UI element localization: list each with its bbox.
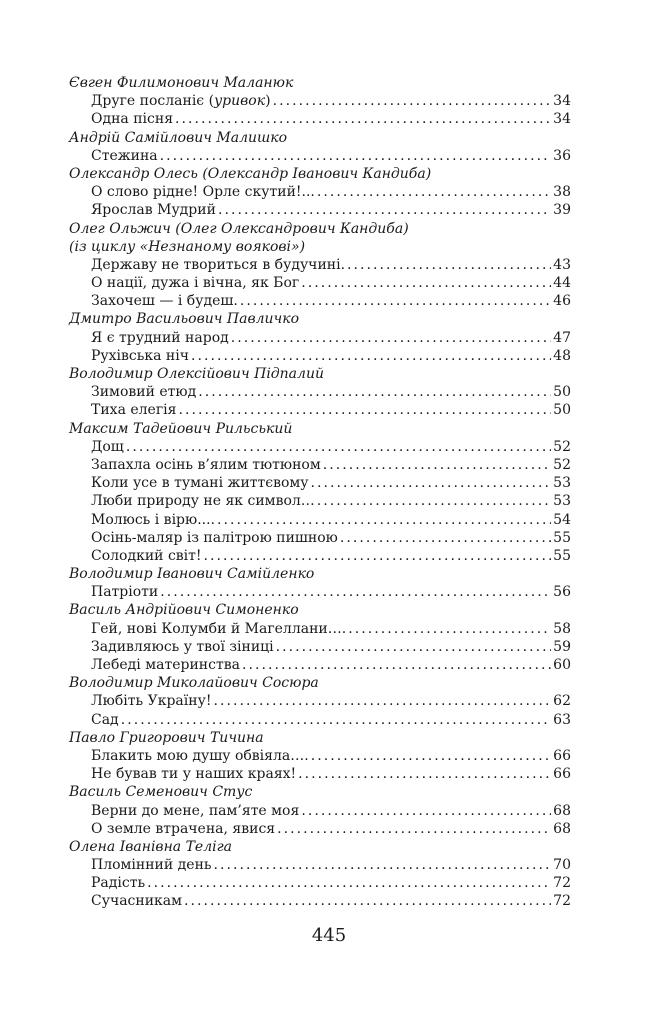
toc-entry[interactable] (69, 474, 571, 492)
entry-title-text: Верни до мене, пам’яте моя (91, 802, 300, 819)
entry-title-text: О нації, дужа і вічна, як Бог (91, 275, 300, 292)
entry-page-number: 70 (553, 857, 571, 874)
dot-leader (231, 329, 551, 347)
entry-title-text: Пломінний день (91, 857, 212, 874)
entry-title (91, 474, 309, 492)
entry-page-number: 72 (553, 875, 571, 892)
entry-page-number: 54 (553, 511, 571, 528)
dot-leader (242, 656, 551, 674)
toc-entry[interactable] (69, 511, 571, 529)
entry-title (91, 438, 124, 456)
entry-title (91, 711, 119, 729)
entry-title (91, 329, 229, 347)
dot-leader (348, 620, 551, 638)
dot-leader (276, 638, 552, 656)
entry-title-text: Я є трудний народ (91, 329, 229, 346)
entry-page-number: 43 (553, 256, 571, 273)
dot-leader (204, 547, 552, 565)
dot-leader (311, 474, 552, 492)
author-name: Андрій Самійлович Малишко (69, 129, 288, 146)
dot-leader (178, 401, 551, 419)
entry-page-number: 59 (553, 638, 571, 655)
entry-page-number: 53 (553, 493, 571, 510)
dot-leader (277, 820, 551, 838)
dot-leader (301, 802, 551, 820)
dot-leader (121, 711, 551, 729)
entry-title (91, 383, 196, 401)
toc-entry[interactable] (69, 383, 571, 401)
author-name: Володимир Олексійович Підпалий (69, 366, 324, 382)
toc-entry[interactable] (69, 638, 571, 656)
entry-title (91, 456, 321, 474)
entry-title (91, 892, 182, 910)
entry-title-text: Молюсь і вірю.... (91, 511, 215, 528)
author-name: Олександр Олесь (Олександр Іванович Кандиба) (69, 165, 432, 182)
entry-title-text: Ярослав Мудрий (91, 202, 216, 219)
entry-title-text: Задивляюсь у твої зіниці (91, 638, 274, 655)
entry-page-number: 68 (553, 820, 571, 837)
dot-leader (160, 147, 552, 165)
entry-title (91, 492, 315, 510)
entry-page-number: 50 (553, 402, 571, 419)
entry-title-text: Одна пісня (91, 111, 174, 128)
author-name: Василь Семенович Стус (69, 784, 253, 801)
toc-entry[interactable] (69, 892, 571, 910)
entry-title-text: Коли усе в тумані життєвому (91, 475, 309, 492)
entry-title (91, 638, 274, 656)
dot-leader (191, 347, 551, 365)
entry-title-text: Не бував ти у наших краях! (91, 766, 297, 783)
dot-leader (198, 383, 551, 401)
toc-entry[interactable] (69, 711, 571, 729)
toc-entry[interactable] (69, 529, 571, 547)
entry-title (91, 874, 145, 892)
dot-leader (298, 765, 551, 783)
entry-title (91, 529, 338, 547)
toc-entry[interactable] (69, 292, 571, 310)
entry-page-number: 34 (553, 111, 571, 128)
toc-entry[interactable] (69, 747, 571, 765)
entry-page-number: 63 (553, 711, 571, 728)
entry-page-number: 56 (553, 584, 571, 601)
entry-title (91, 274, 299, 292)
toc-entry[interactable] (69, 183, 571, 201)
entry-page-number: 48 (553, 347, 571, 364)
entry-title (91, 292, 238, 310)
toc-entry[interactable] (69, 347, 571, 365)
entry-page-number: 60 (553, 657, 571, 673)
author-name: Олег Ольжич (Олег Олександрович Кандиба) (69, 220, 409, 237)
entry-title-text: Зимовий етюд (91, 384, 197, 401)
entry-title-text: Державу не твориться в будучині. (91, 256, 346, 273)
entry-title-text: Тиха елегія (91, 402, 177, 419)
entry-title (91, 511, 215, 529)
page-number: 445 (311, 925, 347, 946)
entry-title-text: Осінь-маляр із палітрою пишною (91, 529, 338, 546)
entry-title (91, 92, 271, 110)
entry-title (91, 820, 275, 838)
toc-entry[interactable] (69, 110, 571, 128)
entry-title (91, 656, 240, 674)
toc-entry[interactable] (69, 256, 571, 274)
entry-title-text: О земле втрачена, явися (91, 820, 276, 837)
entry-title-text: Сад (91, 711, 119, 728)
toc-entry[interactable] (69, 456, 571, 474)
toc-entry[interactable] (69, 92, 571, 110)
entry-title (91, 765, 296, 783)
author-name: Максим Тадейович Рильський (69, 420, 293, 437)
entry-title-text: Сучасникам (91, 893, 183, 910)
toc-entry[interactable] (69, 147, 571, 165)
entry-title-text: Запахла осінь в’ялим тютюном (91, 456, 321, 473)
entry-title-emphasis: уривок (214, 93, 266, 110)
toc-entry[interactable] (69, 492, 571, 510)
dot-leader (311, 747, 551, 765)
entry-page-number: 55 (553, 529, 571, 546)
dot-leader (184, 892, 551, 910)
entry-title-text: Блакить мою душу обвіяла…. (91, 747, 309, 764)
entry-title-text: О слово рідне! Орле скутий!... (91, 184, 315, 201)
dot-leader (347, 256, 551, 274)
entry-title (91, 620, 346, 638)
entry-title-text: Друге посланіє ( (91, 93, 215, 110)
entry-page-number: 34 (553, 93, 571, 110)
entry-title (91, 692, 211, 710)
entry-title (91, 802, 299, 820)
dot-leader (175, 110, 551, 128)
entry-page-number: 52 (553, 456, 571, 473)
toc-entry[interactable] (69, 438, 571, 456)
entry-page-number: 58 (553, 620, 571, 637)
entry-page-number: 47 (553, 329, 571, 346)
entry-title-text: Люби природу не як символ… (91, 493, 315, 510)
dot-leader (301, 274, 551, 292)
entry-page-number: 50 (553, 384, 571, 401)
entry-title-text: Лебеді материнства (91, 657, 240, 673)
entry-title-tail: ) (265, 93, 271, 110)
author-name: Павло Григорович Тичина (69, 729, 264, 746)
author-name: Євген Филимонович Маланюк (69, 75, 294, 91)
entry-title-text: Гей, нові Колумби й Магеллани…. (91, 620, 347, 637)
entry-page-number: 66 (553, 766, 571, 783)
toc-entry[interactable] (69, 401, 571, 419)
entry-page-number: 44 (553, 275, 571, 292)
entry-page-number: 68 (553, 802, 571, 819)
table-of-contents (69, 74, 571, 911)
author-name: Володимир Іванович Самійленко (69, 566, 315, 583)
entry-title (91, 747, 309, 765)
entry-title (91, 201, 216, 219)
entry-title-text: Рухівська ніч (91, 347, 189, 364)
entry-title (91, 583, 158, 601)
entry-title-text: Патріоти (91, 584, 159, 601)
toc-entry[interactable] (69, 274, 571, 292)
toc-entry[interactable] (69, 329, 571, 347)
author-name: Олена Іванівна Теліга (69, 838, 233, 855)
entry-page-number: 66 (553, 747, 571, 764)
dot-leader (273, 92, 552, 110)
entry-title (91, 256, 345, 274)
entry-page-number: 62 (553, 693, 571, 710)
dot-leader (317, 183, 551, 201)
dot-leader (147, 874, 551, 892)
entry-page-number: 46 (553, 293, 571, 310)
toc-entry[interactable] (69, 874, 571, 892)
entry-page-number: 53 (553, 475, 571, 492)
toc-entry[interactable] (69, 583, 571, 601)
toc-entry[interactable] (69, 692, 571, 710)
toc-entry[interactable] (69, 547, 571, 565)
toc-entry[interactable] (69, 201, 571, 219)
toc-entry[interactable] (69, 620, 571, 638)
entry-title (91, 547, 202, 565)
dot-leader (240, 292, 551, 310)
entry-title (91, 856, 212, 874)
dot-leader (217, 511, 551, 529)
entry-title (91, 110, 173, 128)
toc-entry[interactable] (69, 820, 571, 838)
entry-title (91, 347, 189, 365)
cycle-subtitle: (із циклу «Незнаному воякові») (69, 238, 306, 255)
entry-page-number: 36 (553, 147, 571, 164)
dot-leader (218, 201, 551, 219)
entry-title-text: Солодкий світ! (91, 547, 202, 564)
dot-leader (160, 583, 551, 601)
dot-leader (213, 692, 551, 710)
toc-entry[interactable] (69, 856, 571, 874)
entry-title (91, 147, 158, 165)
dot-leader (317, 492, 551, 510)
author-name: Василь Андрійович Симоненко (69, 602, 299, 619)
entry-title-text: Стежина (91, 147, 158, 164)
entry-title-text: Дощ (91, 438, 124, 455)
entry-page-number: 52 (553, 438, 571, 455)
entry-page-number: 39 (553, 202, 571, 219)
author-name: Дмитро Васильович Павличко (69, 311, 300, 328)
entry-title (91, 183, 315, 201)
entry-title (91, 401, 176, 419)
author-name: Володимир Миколайович Сосюра (69, 675, 319, 692)
entry-title-text: Радість (91, 875, 146, 892)
entry-page-number: 72 (553, 893, 571, 910)
entry-title-text: Захочеш — і будеш. (91, 293, 238, 310)
entry-page-number: 55 (553, 547, 571, 564)
dot-leader (126, 438, 551, 456)
toc-entry[interactable] (69, 765, 571, 783)
toc-entry[interactable] (69, 656, 571, 674)
entry-title-text: Любіть Україну! (91, 693, 212, 710)
entry-page-number: 38 (553, 184, 571, 201)
dot-leader (323, 456, 551, 474)
dot-leader (340, 529, 551, 547)
dot-leader (214, 856, 552, 874)
toc-entry[interactable] (69, 802, 571, 820)
